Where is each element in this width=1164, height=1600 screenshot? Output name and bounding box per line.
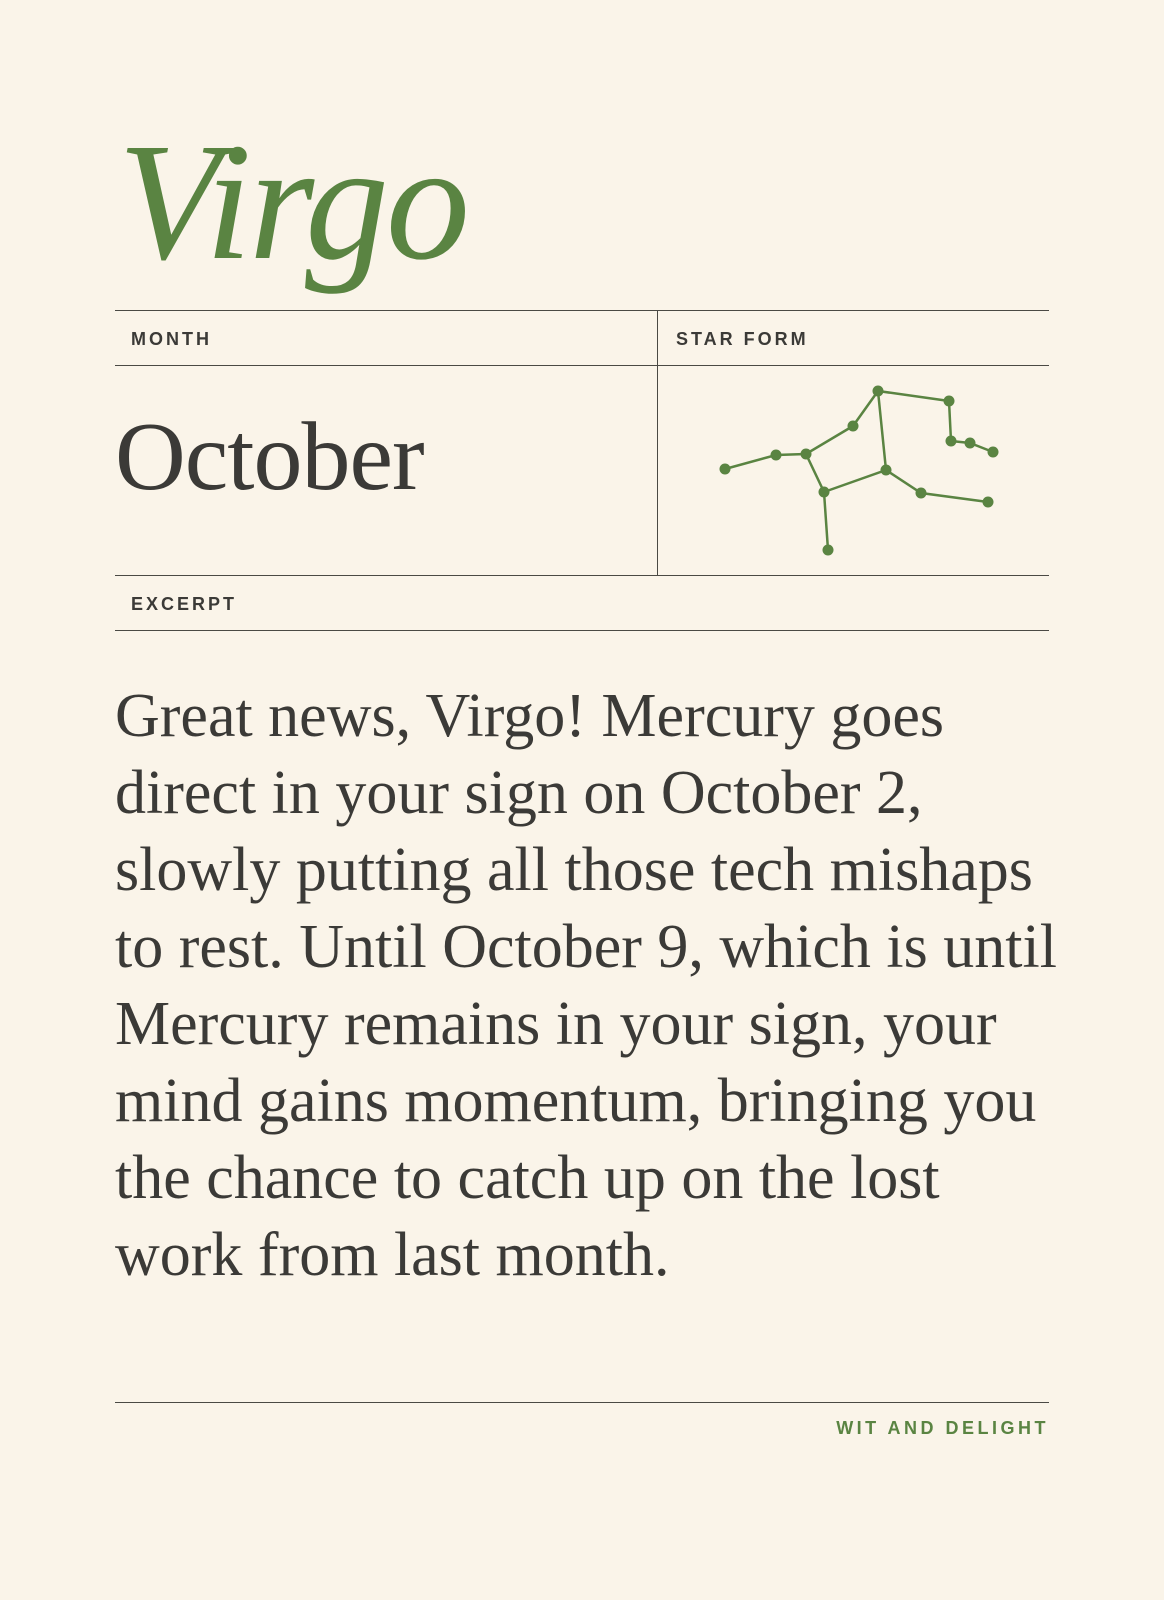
divider (115, 575, 1049, 576)
virgo-constellation-icon (700, 375, 1010, 575)
brand-credit: WIT AND DELIGHT (836, 1418, 1049, 1438)
excerpt-text: Great news, Virgo! Mercury goes direct in your sign on October 2, slowly putting all those tech mishaps to rest. Until October 9, which is until Mercury remains in your sign, your mind gains momentum, bringing you the chance to catch up on the lost work from last month. (115, 682, 1057, 1289)
divider (115, 310, 1049, 311)
excerpt-label: EXCERPT (131, 594, 238, 614)
sign-title: Virgo (118, 109, 467, 295)
month-value: October (115, 403, 424, 511)
divider (115, 365, 1049, 366)
month-label: MONTH (131, 329, 212, 349)
star-form-label: STAR FORM (676, 329, 809, 349)
column-divider (657, 310, 658, 575)
divider (115, 1402, 1049, 1403)
divider (115, 630, 1049, 631)
